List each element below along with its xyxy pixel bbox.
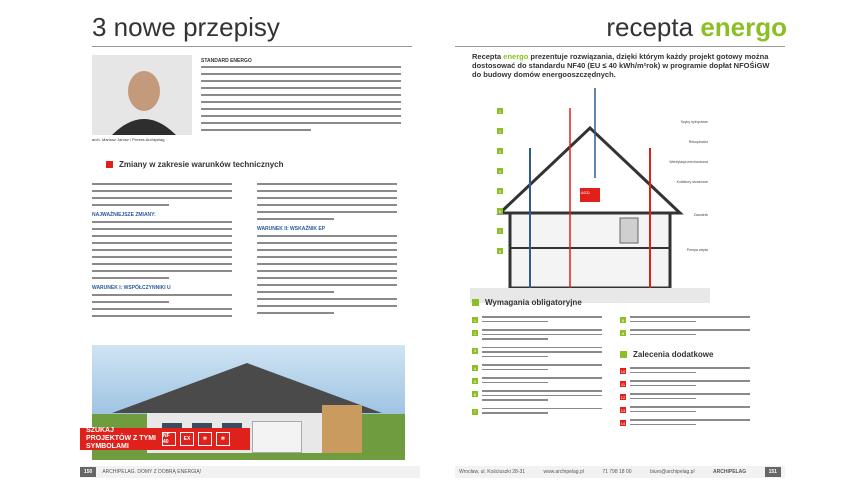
lede-title: STANDARD ENERGO [201,58,252,64]
footer-mail: biuro@archipelag.pl [650,469,695,475]
section-heading: Zmiany w zakresie warunków technicznych [106,160,284,169]
nf40-badge: NF 40 [162,432,176,446]
subheading: WARUNEK I: WSPÓŁCZYNNIKI U [92,285,171,291]
subheading: NAJWAŻNIEJSZE ZMIANY: [92,212,156,218]
green-square-icon [620,351,627,358]
section-heading: Zalecenia dodatkowe [620,350,713,359]
footer-web: www.archipelag.pl [543,469,584,475]
red-square-icon [106,161,113,168]
subheading: WARUNEK II: WSKAŹNIK EP [257,226,326,232]
gear-icon: ✲ [216,432,230,446]
footer-address: Wrocław, ul. Kościuszki 28-31 [459,469,526,475]
green-square-icon [472,299,479,306]
left-page [0,0,432,489]
diagram-callout: Szyby hybrydowe [680,120,708,124]
requirements-column-1: 1 2 3 4 5 6 7 [472,316,602,421]
page-number: 150 [80,467,96,477]
page-title: recepta energo [606,12,787,42]
photo-caption: arch. Mariusz Jarosz / Prezes Archipelag [92,137,165,142]
ex-badge: EX [180,432,194,446]
diagram-callout: Wentylacja mechaniczna [669,160,708,164]
page-title: 3 nowe przepisy [92,12,280,42]
house-cross-section-diagram: 1 2 3 4 5 6 7 8 Szyby hybrydowe Rekuperator Wentylacja mechaniczna Kolektory słoneczne Zasobnik Pompa ciepła AGD [470,88,710,303]
page-number: 151 [765,467,781,477]
portrait-photo [92,55,192,135]
divider [455,46,785,47]
gear-icon: ✲ [198,432,212,446]
intro-text: Recepta energo prezentuje rozwiązania, dzięki którym każdy projekt gotowy można dostosować do standardu NF40 (EU ≤ 40 kWh/m²rok) w programie dopłat NFOŚiGW do budowy domów energooszczędnych. [472,52,770,79]
footer-phone: 71 798 18 00 [602,469,632,475]
recommendations-column: 10 11 12 13 14 [620,367,750,432]
diagram-callout: Kolektory słoneczne [676,180,708,184]
text-column-2 [257,183,397,319]
diagram-callout: Zasobnik [693,213,708,217]
diagram-callout: Rekuperator [688,140,708,144]
symbols-banner: SZUKAJ PROJEKTÓW Z TYMI SYMBOLAMI NF 40 EX ✲ ✲ [80,428,250,450]
page-footer [455,466,785,478]
divider [92,46,412,47]
section-heading: Wymagania obligatoryjne [472,298,582,307]
footer-logo: ARCHIPELAG [713,469,747,475]
text-column-1 [92,183,232,322]
footer-text: ARCHIPELAG. DOMY Z DOBRĄ ENERGIĄ! [102,469,202,475]
requirements-column-2: 8 9 [620,316,750,342]
diagram-label: AGD [581,190,590,195]
page-footer [80,466,420,478]
lede-text-block [201,66,401,136]
diagram-callout: Pompa ciepła [686,248,708,252]
